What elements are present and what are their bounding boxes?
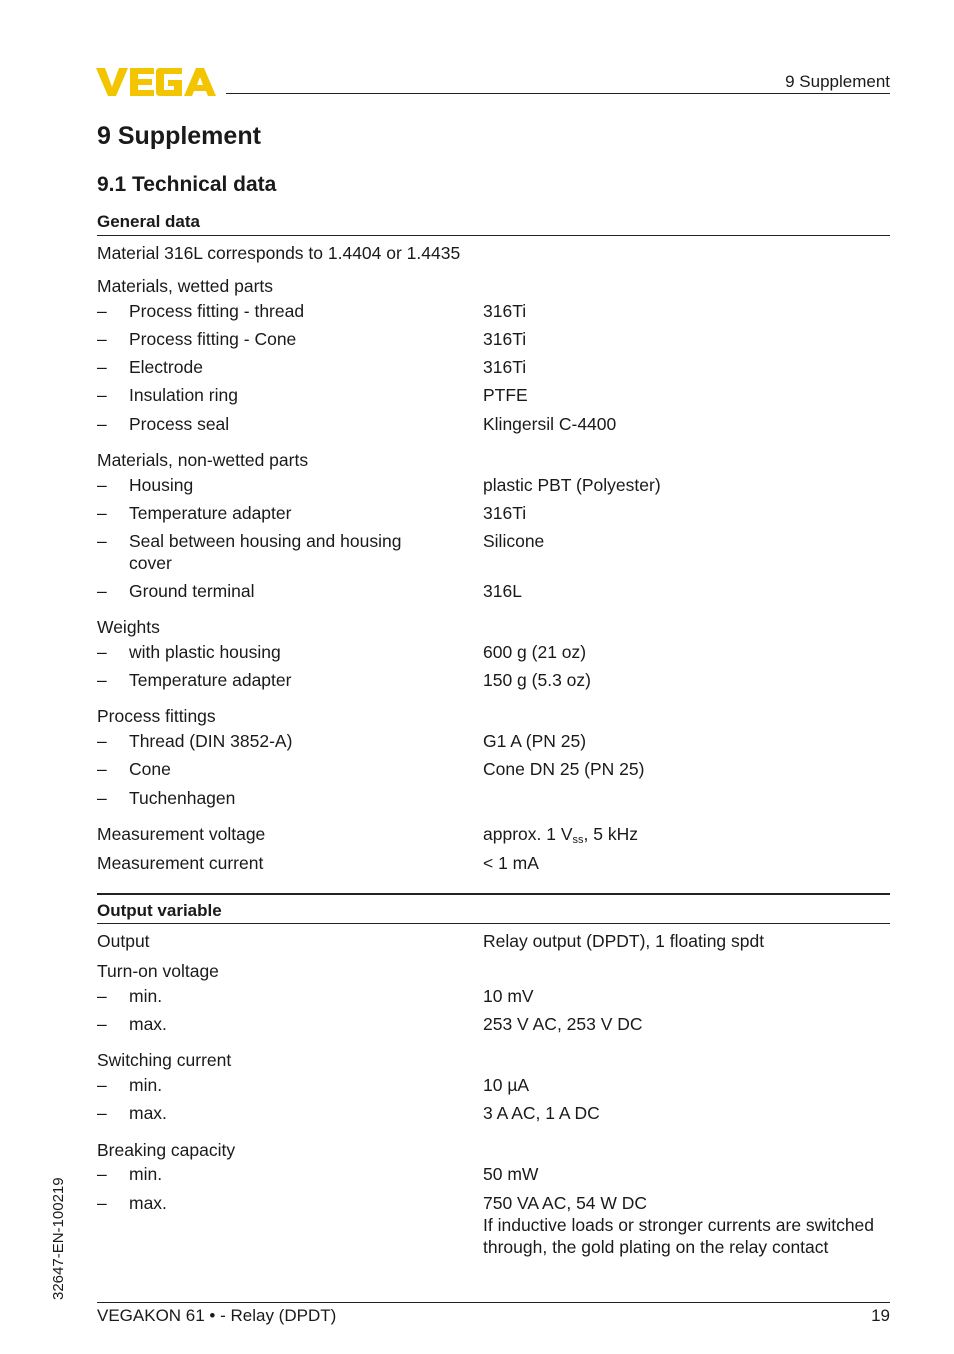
measurement-current-value: < 1 mA — [483, 853, 539, 873]
dash: – — [97, 1164, 107, 1184]
spec-value: Silicone — [483, 531, 545, 551]
spec-value: 10 µA — [483, 1075, 530, 1095]
spec-value: 316L — [483, 581, 522, 601]
spec-label: max. — [129, 1193, 167, 1213]
spec-value: G1 A (PN 25) — [483, 731, 587, 751]
spec-value: 10 mV — [483, 986, 534, 1006]
voltage-value-rest: , 5 kHz — [583, 824, 638, 844]
output-label: Output — [97, 931, 150, 951]
dash: – — [97, 1075, 107, 1095]
section-rule — [97, 923, 890, 924]
spec-label: Housing — [129, 475, 194, 495]
dash: – — [97, 670, 107, 690]
spec-value: 316Ti — [483, 329, 527, 349]
spec-value: 316Ti — [483, 357, 527, 377]
spec-label: Ground terminal — [129, 581, 255, 601]
switching-current-label: Switching current — [97, 1050, 232, 1070]
dash: – — [97, 1014, 107, 1034]
spec-label: min. — [129, 986, 163, 1006]
dash: – — [97, 642, 107, 662]
dash: – — [97, 503, 107, 523]
spec-label: min. — [129, 1075, 163, 1095]
voltage-value-main: approx. 1 V — [483, 824, 573, 844]
running-header: 9 Supplement — [785, 72, 890, 91]
spec-label: Temperature adapter — [129, 503, 292, 523]
spec-value: 150 g (5.3 oz) — [483, 670, 591, 690]
spec-label: Thread (DIN 3852-A) — [129, 731, 293, 751]
spec-value: 750 VA AC, 54 W DC — [483, 1193, 648, 1213]
weights-label: Weights — [97, 617, 160, 637]
spec-label: Tuchenhagen — [129, 788, 236, 808]
spec-label: Process fitting - thread — [129, 301, 305, 321]
spec-label-continued: cover — [129, 553, 172, 573]
footer-product: VEGAKON 61 • - Relay (DPDT) — [97, 1306, 337, 1325]
spec-value: Cone DN 25 (PN 25) — [483, 759, 645, 779]
dash: – — [97, 986, 107, 1006]
dash: – — [97, 531, 107, 551]
general-data-heading: General data — [97, 212, 200, 231]
footer-rule — [97, 1302, 890, 1303]
spec-value: 253 V AC, 253 V DC — [483, 1014, 643, 1034]
dash: – — [97, 357, 107, 377]
document-code: 32647-EN-100219 — [50, 1177, 67, 1300]
spec-value: PTFE — [483, 385, 528, 405]
spec-note: If inductive loads or stronger currents are switched — [483, 1215, 875, 1235]
spec-value: 316Ti — [483, 301, 527, 321]
spec-label: max. — [129, 1014, 167, 1034]
section-rule-top — [97, 893, 890, 895]
output-variable-heading: Output variable — [97, 901, 222, 920]
wetted-parts-label: Materials, wetted parts — [97, 276, 274, 296]
page-number: 19 — [871, 1306, 890, 1325]
spec-value: plastic PBT (Polyester) — [483, 475, 661, 495]
spec-label: min. — [129, 1164, 163, 1184]
measurement-voltage-label: Measurement voltage — [97, 824, 266, 844]
measurement-current-label: Measurement current — [97, 853, 264, 873]
dash: – — [97, 329, 107, 349]
dash: – — [97, 1103, 107, 1123]
spec-label: Cone — [129, 759, 171, 779]
spec-value: 600 g (21 oz) — [483, 642, 587, 662]
vega-logo — [96, 66, 220, 98]
dash: – — [97, 731, 107, 751]
dash: – — [97, 385, 107, 405]
nonwetted-parts-label: Materials, non-wetted parts — [97, 450, 309, 470]
section-rule — [97, 235, 890, 236]
spec-label: max. — [129, 1103, 167, 1123]
dash: – — [97, 301, 107, 321]
spec-label: Insulation ring — [129, 385, 238, 405]
dash: – — [97, 475, 107, 495]
material-note: Material 316L corresponds to 1.4404 or 1.4435 — [97, 243, 461, 263]
measurement-voltage-value — [483, 823, 638, 851]
spec-label: with plastic housing — [129, 642, 281, 662]
spec-label: Electrode — [129, 357, 203, 377]
dash: – — [97, 414, 107, 434]
section-title: 9.1 Technical data — [97, 173, 277, 196]
spec-label: Process fitting - Cone — [129, 329, 297, 349]
breaking-capacity-label: Breaking capacity — [97, 1140, 236, 1160]
header-rule — [226, 93, 890, 94]
spec-label: Temperature adapter — [129, 670, 292, 690]
spec-value: 3 A AC, 1 A DC — [483, 1103, 600, 1123]
dash: – — [97, 788, 107, 808]
process-fittings-label: Process fittings — [97, 706, 216, 726]
spec-label: Process seal — [129, 414, 230, 434]
spec-note: through, the gold plating on the relay contact — [483, 1237, 829, 1257]
spec-value: Klingersil C-4400 — [483, 414, 617, 434]
spec-label: Seal between housing and housing — [129, 531, 402, 551]
vega-logo-graphic — [96, 66, 220, 98]
dash: – — [97, 1193, 107, 1213]
dash: – — [97, 581, 107, 601]
chapter-title: 9 Supplement — [97, 122, 261, 150]
spec-value: 50 mW — [483, 1164, 539, 1184]
turn-on-voltage-label: Turn-on voltage — [97, 961, 219, 981]
voltage-subscript: ss — [572, 834, 584, 846]
spec-value: 316Ti — [483, 503, 527, 523]
dash: – — [97, 759, 107, 779]
output-value: Relay output (DPDT), 1 floating spdt — [483, 931, 765, 951]
